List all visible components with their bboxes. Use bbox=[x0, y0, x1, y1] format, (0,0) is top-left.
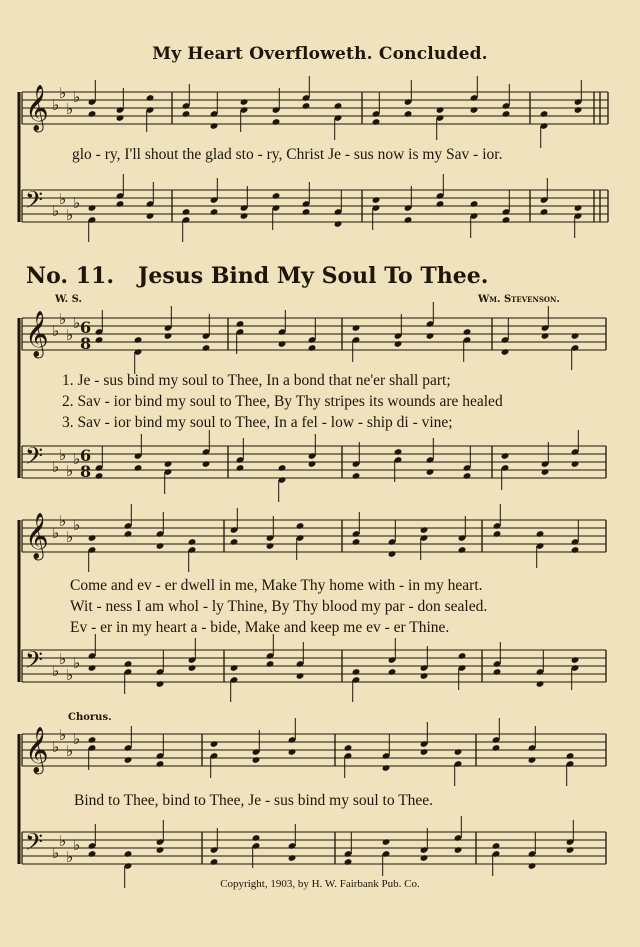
note-head bbox=[571, 656, 580, 664]
note-head bbox=[156, 760, 165, 768]
flat-sign: ♭ bbox=[66, 100, 74, 118]
note-head bbox=[124, 530, 133, 538]
verse-1-line-2: Come and ev - er dwell in me, Make Thy home with - in my heart. bbox=[70, 577, 483, 594]
note-head bbox=[146, 94, 155, 102]
note-head bbox=[302, 208, 311, 216]
treble-clef: 𝄞 bbox=[25, 85, 49, 131]
note-head bbox=[571, 546, 580, 554]
flat-sign: ♭ bbox=[73, 88, 81, 106]
note-head bbox=[288, 854, 297, 862]
note-head bbox=[156, 542, 165, 550]
note-head bbox=[95, 472, 104, 480]
note-head bbox=[566, 846, 575, 854]
note-head bbox=[404, 216, 413, 224]
note-head bbox=[230, 664, 239, 672]
flat-sign: ♭ bbox=[59, 650, 67, 668]
treble-clef: 𝄞 bbox=[25, 727, 49, 773]
flat-sign: ♭ bbox=[52, 322, 60, 340]
note-head bbox=[182, 208, 191, 216]
flat-sign: ♭ bbox=[59, 84, 67, 102]
note-head bbox=[272, 192, 281, 200]
note-head bbox=[236, 464, 245, 472]
note-head bbox=[146, 212, 155, 220]
note-head bbox=[540, 110, 549, 118]
note-head bbox=[210, 122, 219, 130]
bass-clef: 𝄢 bbox=[25, 646, 44, 679]
flat-sign: ♭ bbox=[52, 524, 60, 542]
note-head bbox=[296, 522, 305, 530]
note-head bbox=[388, 668, 397, 676]
note-head bbox=[88, 110, 97, 118]
verse-2-line-1: 2. Sav - ior bind my soul to Thee, By Thy stripes its wounds are healed bbox=[62, 393, 503, 410]
note-head bbox=[463, 472, 472, 480]
note-head bbox=[372, 118, 381, 126]
flat-sign: ♭ bbox=[73, 654, 81, 672]
note-head bbox=[116, 114, 125, 122]
continuation-title: My Heart Overfloweth. Concluded. bbox=[152, 44, 488, 64]
note-head bbox=[382, 838, 391, 846]
note-head bbox=[88, 850, 97, 858]
flat-sign: ♭ bbox=[66, 666, 74, 684]
note-head bbox=[278, 464, 287, 472]
flat-sign: ♭ bbox=[73, 194, 81, 212]
note-head bbox=[493, 530, 502, 538]
note-head bbox=[463, 328, 472, 336]
flat-sign: ♭ bbox=[73, 314, 81, 332]
note-head bbox=[492, 744, 501, 752]
note-head bbox=[426, 468, 435, 476]
flat-sign: ♭ bbox=[52, 844, 60, 862]
note-head bbox=[574, 204, 583, 212]
note-head bbox=[288, 748, 297, 756]
flat-sign: ♭ bbox=[52, 662, 60, 680]
note-head bbox=[501, 452, 510, 460]
hymn-number: No. 11. bbox=[26, 263, 114, 289]
verse-3-line-2: Ev - er in my heart a - bide, Make and keep me ev - er Thine. bbox=[70, 619, 450, 636]
note-head bbox=[308, 344, 317, 352]
note-head bbox=[88, 204, 97, 212]
note-head bbox=[536, 530, 545, 538]
note-head bbox=[501, 348, 510, 356]
note-head bbox=[470, 200, 479, 208]
note-head bbox=[541, 468, 550, 476]
note-head bbox=[266, 542, 275, 550]
note-head bbox=[541, 332, 550, 340]
note-head bbox=[124, 850, 133, 858]
note-head bbox=[202, 460, 211, 468]
flat-sign: ♭ bbox=[59, 446, 67, 464]
note-head bbox=[394, 448, 403, 456]
note-head bbox=[404, 110, 413, 118]
note-head bbox=[470, 106, 479, 114]
note-head bbox=[210, 858, 219, 866]
note-head bbox=[134, 464, 143, 472]
flat-sign: ♭ bbox=[52, 458, 60, 476]
note-head bbox=[420, 526, 429, 534]
note-head bbox=[210, 208, 219, 216]
note-head bbox=[95, 336, 104, 344]
treble-clef: 𝄞 bbox=[25, 311, 49, 357]
note-head bbox=[571, 332, 580, 340]
flat-sign: ♭ bbox=[59, 512, 67, 530]
note-head bbox=[124, 660, 133, 668]
bass-clef: 𝄢 bbox=[25, 442, 44, 475]
verse-2-line-2: Wit - ness I am whol - ly Thine, By Thy blood my par - don sealed. bbox=[70, 598, 488, 615]
flat-sign: ♭ bbox=[59, 310, 67, 328]
note-head bbox=[420, 748, 429, 756]
flat-sign: ♭ bbox=[59, 726, 67, 744]
flat-sign: ♭ bbox=[52, 202, 60, 220]
note-head bbox=[436, 106, 445, 114]
note-head bbox=[420, 854, 429, 862]
note-head bbox=[296, 672, 305, 680]
time-sig-bottom: 8 bbox=[80, 462, 92, 481]
treble-clef: 𝄞 bbox=[25, 513, 49, 559]
note-head bbox=[164, 460, 173, 468]
note-head bbox=[164, 332, 173, 340]
note-head bbox=[528, 756, 537, 764]
note-head bbox=[202, 344, 211, 352]
note-head bbox=[156, 846, 165, 854]
note-head bbox=[394, 340, 403, 348]
flat-sign: ♭ bbox=[73, 836, 81, 854]
flat-sign: ♭ bbox=[52, 96, 60, 114]
note-head bbox=[188, 538, 197, 546]
note-head bbox=[236, 320, 245, 328]
note-head bbox=[571, 460, 580, 468]
chorus-label: Chorus. bbox=[68, 712, 112, 723]
note-head bbox=[182, 110, 191, 118]
note-head bbox=[540, 208, 549, 216]
note-head bbox=[426, 332, 435, 340]
verse-1-line-1: 1. Je - sus bind my soul to Thee, In a bond that ne'er shall part; bbox=[62, 372, 451, 389]
flat-sign: ♭ bbox=[66, 326, 74, 344]
note-head bbox=[388, 550, 397, 558]
flat-sign: ♭ bbox=[59, 832, 67, 850]
note-head bbox=[188, 664, 197, 672]
time-sig-bottom: 8 bbox=[80, 334, 92, 353]
verse-3-line-1: 3. Sav - ior bind my soul to Thee, In a fel - low - ship di - vine; bbox=[62, 414, 453, 431]
note-head bbox=[454, 846, 463, 854]
note-head bbox=[272, 118, 281, 126]
flat-sign: ♭ bbox=[52, 738, 60, 756]
flat-sign: ♭ bbox=[59, 190, 67, 208]
flat-sign: ♭ bbox=[66, 742, 74, 760]
continuation-lyric: glo - ry, I'll shout the glad sto - ry, Christ Je - sus now is my Sav - ior. bbox=[72, 146, 503, 163]
words-credit: W. S. bbox=[55, 294, 82, 305]
note-head bbox=[240, 98, 249, 106]
flat-sign: ♭ bbox=[66, 528, 74, 546]
note-head bbox=[334, 220, 343, 228]
note-head bbox=[124, 756, 133, 764]
note-head bbox=[436, 200, 445, 208]
bass-clef: 𝄢 bbox=[25, 828, 44, 861]
note-head bbox=[88, 736, 97, 744]
note-head bbox=[372, 196, 381, 204]
note-head bbox=[493, 668, 502, 676]
note-head bbox=[252, 834, 261, 842]
bass-clef: 𝄢 bbox=[25, 186, 44, 219]
copyright-notice: Copyright, 1903, by H. W. Fairbank Pub. Co. bbox=[220, 878, 420, 890]
note-head bbox=[536, 680, 545, 688]
note-head bbox=[352, 538, 361, 546]
note-head bbox=[420, 672, 429, 680]
note-head bbox=[344, 744, 353, 752]
note-head bbox=[266, 660, 275, 668]
note-head bbox=[528, 862, 537, 870]
note-head bbox=[352, 472, 361, 480]
note-head bbox=[458, 652, 467, 660]
note-head bbox=[334, 102, 343, 110]
note-head bbox=[278, 340, 287, 348]
note-head bbox=[574, 106, 583, 114]
note-head bbox=[116, 200, 125, 208]
flat-sign: ♭ bbox=[66, 848, 74, 866]
time-sig-top: 6 bbox=[80, 446, 92, 465]
flat-sign: ♭ bbox=[66, 206, 74, 224]
flat-sign: ♭ bbox=[73, 516, 81, 534]
music-credit: Wm. Stevenson. bbox=[478, 294, 560, 305]
note-head bbox=[302, 102, 311, 110]
staff-systems bbox=[19, 76, 608, 888]
time-sig-top: 6 bbox=[80, 318, 92, 337]
note-head bbox=[308, 460, 317, 468]
flat-sign: ♭ bbox=[73, 730, 81, 748]
note-head bbox=[88, 664, 97, 672]
flat-sign: ♭ bbox=[73, 450, 81, 468]
note-head bbox=[502, 216, 511, 224]
note-head bbox=[134, 336, 143, 344]
chorus-lyric: Bind to Thee, bind to Thee, Je - sus bind my soul to Thee. bbox=[74, 792, 434, 809]
note-head bbox=[230, 538, 239, 546]
note-head bbox=[240, 212, 249, 220]
note-head bbox=[352, 668, 361, 676]
note-head bbox=[156, 680, 165, 688]
note-head bbox=[492, 842, 501, 850]
note-head bbox=[382, 764, 391, 772]
note-head bbox=[458, 546, 467, 554]
flat-sign: ♭ bbox=[66, 462, 74, 480]
note-head bbox=[502, 110, 511, 118]
note-head bbox=[88, 534, 97, 542]
note-head bbox=[566, 752, 575, 760]
hymn-title: Jesus Bind My Soul To Thee. bbox=[138, 263, 489, 289]
note-head bbox=[344, 858, 353, 866]
note-head bbox=[210, 740, 219, 748]
note-head bbox=[352, 324, 361, 332]
note-head bbox=[454, 748, 463, 756]
note-head bbox=[252, 756, 261, 764]
